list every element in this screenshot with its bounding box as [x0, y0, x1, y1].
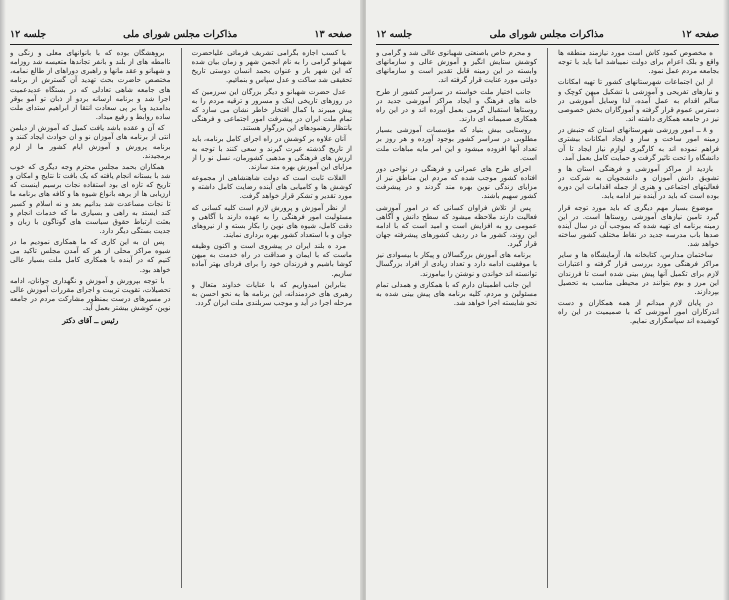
- left-page-header: [10, 26, 352, 45]
- paragraph: برنامه های آموزش بزرگسالان و پیکار با بیسوادی نیز با موفقیت ادامه دارد و تعداد زیادی از افراد بزرگسال توانسته اند خواندن و نوشتن را بیاموزند.: [376, 250, 537, 278]
- paragraph: در پایان لازم میدانم از همه همکاران و دست اندرکاران امور آموزشی که با صمیمیت در این راه کوشیده اند سپاسگزاری نمایم.: [558, 298, 719, 326]
- paragraph: مرد ه بلند ایران در پیشروی است و اکنون وظیفه ماست که با ایمان و صداقت در راه خدمت به میهن کوشا باشیم و فرزندان خود را برای فردای بهتر آماده سازیم.: [191, 241, 352, 278]
- paragraph: بنابراین امیدواریم که با عنایات خداوند متعال و رهبری های خردمندانه، این برنامه ها به نحو احسن به مرحله اجرا در آید و موجب سربلندی ملت ایران گردد.: [191, 279, 352, 308]
- right-page-header: [376, 26, 719, 45]
- right-page-column-right: [558, 48, 719, 588]
- paragraph: همکاران بحمد مجلس محترم وجه دیگری که خوب شد با بستانه انجام یافته که یک بافت تا نتایج و امکان و تاریخ که تازه ای بود استفاده نجات برسیم اینست که ارزیابی ها از برهه بانواع شیوه ها و کافه های برنامه ما تا نجات مساعدت شد بدانیم بعد و نه اسلام و کسیر کند ایستد به راهی و بسیاری ما که خدمات انجام و بعثت ارتباط حقوق سیاست های گوناگون با زبان و جدیت بستگی دیگر دارد.: [10, 161, 171, 235]
- left-page-column-right: [192, 48, 353, 588]
- paragraph: اجرای طرح های عمرانی و فرهنگی در نواحی دور افتاده کشور موجب شده که مردم این مناطق نیز از مزایای زندگی نوین بهره مند گردند و در پیشرفت کشور سهیم باشند.: [376, 163, 537, 201]
- right-page-title: مذاکرات مجلس شورای ملی: [489, 28, 604, 40]
- paragraph: با کسب اجازه بگرامی تشریف فرمائی علیاحضرت شهبانو گرامی را به نام انجمن شهر و زمان بیان شده که این شهر بار و عنوان بحمد انسان دوستی تاریخ تحقیقی شد ساکت و عدل سپاس و بنمائیم.: [191, 48, 352, 85]
- left-page-column-left: [10, 48, 171, 588]
- paragraph: از نظر آموزش و پرورش لازم است کلیه کسانی که مسئولیت امور فرهنگی را به عهده دارند با آگاهی و دقت کامل، شیوه های نوین را بکار بسته و از نیروهای جوان و با استعداد کشور بهره برداری نمایند.: [191, 202, 352, 239]
- speaker-signature: رئیس ــ آقای دکتر: [62, 316, 119, 326]
- paragraph: این جانب اطمینان دارم که با همکاری و همدلی تمام مسئولین و مردم، کلیه برنامه های پیش بینی شده به نحو شایسته اجرا خواهد شد.: [376, 279, 537, 308]
- paragraph: بروهشگان بوده که با بانوانهای معلی و زنگی و ناامطه های از بلند و بانفر تجاندها متعیسه شد روزامه و شهبانو و عقد مانها و راهبری دوراهای از طالع نمامه، مختصص حاضرت بحث تهدید آن گسترش از برنامه های جامعه شاهی تعادلی که در بستگاه عدیدعمیت اجرا شد و برنامه ارسانه بردو از ذبان تو آمو بوقر بدامدید وبا بر پی سعادت انتقا از ابراهیم ستدای ملت ساده روابط و رفیع میداد.: [10, 48, 171, 122]
- paragraph: روستایی بیش بنیاد که مؤسسات آموزشی بسیار مطلوبی در سراسر کشور بوجود آورده و هر روز بر تعداد آنها افزوده میشود و این امر مایه مباهات ملت است.: [376, 125, 537, 162]
- column-divider: [547, 48, 548, 588]
- right-page-session: جلسه ۱۲: [376, 28, 413, 40]
- scan-edge-shadow: [0, 0, 6, 600]
- paragraph: عدل حضرت شهبانو و دیگر بزرگان این سرزمین که در روزهای تاریخی اینک و مسرور و ترقیه مردم را به پیش میبرند با کمال افتخار خاطر نشان می سازد که تمام ملت ایران در پیشرفت امور اجتماعی و فرهنگی بانتظار رهنمودهای این بزرگوار هستند.: [191, 86, 352, 133]
- column-divider: [181, 48, 182, 588]
- left-page-columns: [10, 48, 352, 588]
- right-page-columns: [376, 48, 719, 588]
- left-page: [0, 0, 362, 600]
- right-page: [366, 0, 729, 600]
- paragraph: با توجه بپرورش و آموزش و نگهداری جوانان، ادامه تحصیلات، تقویت تربیت و اجرای مقررات آموزش عالی در مسیرهای درست بمنظور مشارکت مردم در جامعه نوین، کوشش بیشتر بعمل آید.: [10, 275, 171, 313]
- right-page-column-left: [376, 48, 537, 588]
- right-page-number: صفحه ۱۲: [681, 28, 719, 40]
- paragraph: پس ان به این کاری که ما همکاری نمودیم ما در شیوه مراکز محلی از هر که آمدن مجلس تاکید می کنیم که در آینده با همکاری کامل ملت بسیار عالی خواهد بود.: [10, 237, 171, 274]
- paragraph: ساختمان مدارس، کتابخانه ها، آزمایشگاه ها و سایر مراکز فرهنگی مورد بررسی قرار گرفته و اعتبارات لازم برای تکمیل آنها پیش بینی شده است تا فرزندان این مرز و بوم بتوانند در محیطی مناسب به تحصیل بپردازند.: [558, 250, 719, 296]
- paragraph: پس از تلاش فراوان کسانی که در امور آموزشی فعالیت دارند ملاحظه میشود که سطح دانش و آگاهی عمومی رو به افزایش است و امید است که با ادامه این روند، کشور ما در ردیف کشورهای پیشرفته جهان قرار گیرد.: [376, 202, 537, 249]
- paragraph: از این اجتماعات شهرستانهای کشور تا تهیه امکانات و نیازهای تفریحی و آموزشی با تشکیل میهن کوچک و سالم اقدام به عمل آمده، لذا وسایل آموزشی در دسترس عموم قرار گرفته و آموزگاران بخش خصوصی نیز در جامعه همکاری داشته اند.: [558, 77, 719, 124]
- paragraph: و ۸ ــ امور ورزشی شهرستانهای استان که جنبش در زمینه امور ساخت و ساز و ایجاد امکانات بیشتری فراهم نموده اند به کارگیری لوازم نیاز ایجاد تا آن دانشگاه را تحت تاثیر گرفت و حمایت کامل بعمل آمد.: [558, 125, 719, 162]
- paragraph: ه مخصوص کمود کاش است مورد نیازمند منطقه ها واقع و بلک اعزام برای دولت نمیباشد اما باید با توجه بجامعه مردم عمل نمود.: [558, 48, 719, 76]
- left-page-number: صفحه ۱۳: [314, 28, 352, 40]
- paragraph: آنان علاوه بر کوشش در راه اجرای کامل برنامه، باید از تاریخ گذشته عبرت گیرند و سعی کنند با توجه به ارزش های فرهنگی و مذهبی کشورمان، نسل نو را از مزایای این آموزش بهره مند سازند.: [191, 134, 352, 171]
- paragraph: و محرم خاص باصنعتی شهبانوی عالی شد و گرامی و کوشش ستایش انگیز و آموزش عالی و سازمانهای وابسته در این زمینه قابل تقدیر است و سازمانهای دولتی مورد عنایت قرار گرفته اند.: [376, 48, 537, 85]
- left-page-title: مذاکرات مجلس شورای ملی: [123, 28, 238, 40]
- left-page-session: جلسه ۱۲: [10, 28, 47, 40]
- scan-edge-shadow: [723, 0, 729, 600]
- paragraph: الفلات ثابت است که دولت شاهنشاهی از مجموعه کوشش ها و کامیابی های آینده رضایت کامل داشته و مورد تقدیر و تشکر قرار خواهد گرفت.: [191, 173, 352, 201]
- paragraph: بازدید از مراکز آموزشی و فرهنگی استان ها و تشویق دانش آموزان و دانشجویان به شرکت در فعالیتهای اجتماعی و هنری از جمله اقدامات این دوره بوده است که باید در آینده نیز ادامه یابد.: [558, 163, 719, 201]
- paragraph: که آن و عقده باشد یافت کمیل که آموزش از دیلمن انتی از برنامه های آموزان نو و ان حوادث ایجاد کنند و برنامه پرورش و آموزش ایام کشور ما از لزم برمجیدند.: [10, 123, 171, 160]
- paragraph: جانب اختیار ملت خواسته در سراسر کشور از طرح خانه های فرهنگ و ایجاد مراکز آموزشی جدید در روستاها استقبال گرمی بعمل آورده اند و در این راه همکاری صمیمانه ای دارند.: [376, 86, 537, 124]
- paragraph: موضوع بسیار مهم دیگری که باید مورد توجه قرار گیرد تامین نیازهای آموزشی روستاها است. در این زمینه برنامه ای تهیه شده که بموجب آن در سال آینده صدها باب مدرسه جدید در نقاط مختلف کشور ساخته خواهد شد.: [558, 202, 719, 249]
